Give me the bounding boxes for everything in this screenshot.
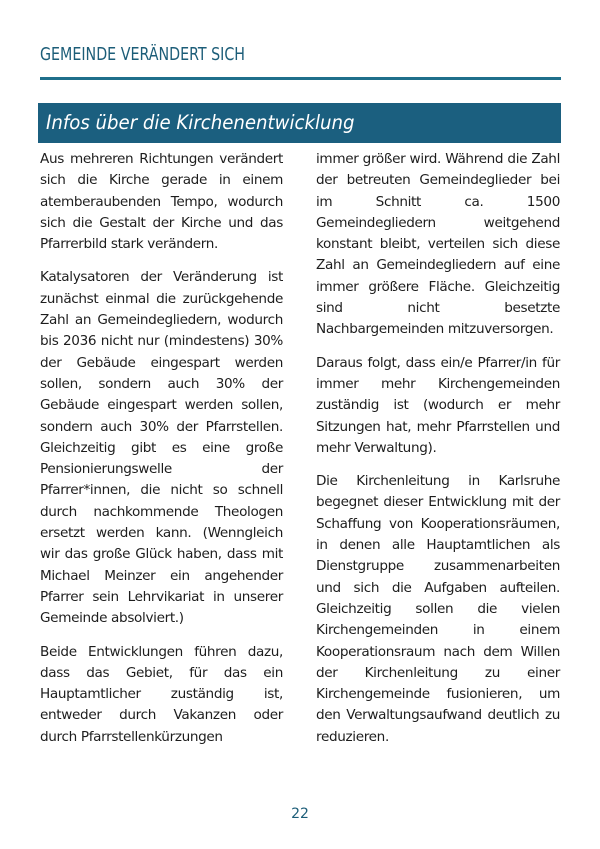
paragraph: Die Kirchenleitung in Karlsruhe begegnet dieser Entwicklung mit der Schaffung von Kooperationsräumen, in denen alle Hauptamtlichen als Dienstgruppe zusammenarbeiten und sich die Aufgaben aufteilen. Gleichzeitig sollen die vielen Kirchengemeinden in einem Kooperationsraum nach dem Willen der Kirchenleitung zu einer Kirchengemeinde fusionieren, um den Verwaltungsaufwand deutlich zu reduzieren.	[316, 473, 560, 745]
paragraph: Daraus folgt, dass ein/e Pfarrer/in für immer mehr Kirchengemeinden zuständig ist (wodurch er mehr Sitzungen hat, mehr Pfarrstellen und mehr Verwaltung).	[316, 354, 560, 456]
paragraph: immer größer wird. Während die Zahl der betreuten Gemeindeglieder bei im Schnitt ca. 1500 Gemeindegliedern weitgehend konstant bleibt, verteilen sich diese Zahl an Gemeindegliedern auf eine immer größere Fläche. Gleichzeitig sind nicht besetzte Nachbargemeinden mitzuversorgen.	[316, 151, 560, 338]
article-banner	[38, 103, 561, 143]
paragraph: Katalysatoren der Veränderung ist zunächst einmal die zurückgehende Zahl an Gemeindegliedern, wodurch bis 2036 nicht nur (mindestens) 30% der Gebäude eingespart werden sollen, sondern auch 30% der Gebäude eingespart werden sollen, sondern auch 30% der Pfarrstellen. Gleichzeitig gibt es eine große Pensionierungswelle der Pfarrer*innen, die nicht so schnell durch nachkommende Theologen ersetzt werden kann. (Wenngleich wir das große Glück haben, dass mit Michael Meinzer ein angehender Pfarrer sein Lehrvikariat in unserer Gemeinde absolviert.)	[40, 269, 283, 627]
title-divider	[40, 77, 561, 80]
paragraph: Aus mehreren Richtungen verändert sich die Kirche gerade in einem atemberaubenden Tempo, wodurch sich die Gestalt der Kirche und das Pfarrerbild stark verändern.	[40, 151, 283, 253]
paragraph: Beide Entwicklungen führen dazu, dass das Gebiet, für das ein Hauptamtlicher zuständig ist, entweder durch Vakanzen oder durch Pfarrstellenkürzungen	[40, 643, 283, 745]
article-column-left	[40, 149, 283, 760]
article-column-right	[316, 149, 560, 760]
section-title: GEMEINDE VERÄNDERT SICH	[40, 44, 245, 65]
article-title: Infos über die Kirchenentwicklung	[46, 111, 355, 134]
page-number: 22	[291, 806, 309, 822]
